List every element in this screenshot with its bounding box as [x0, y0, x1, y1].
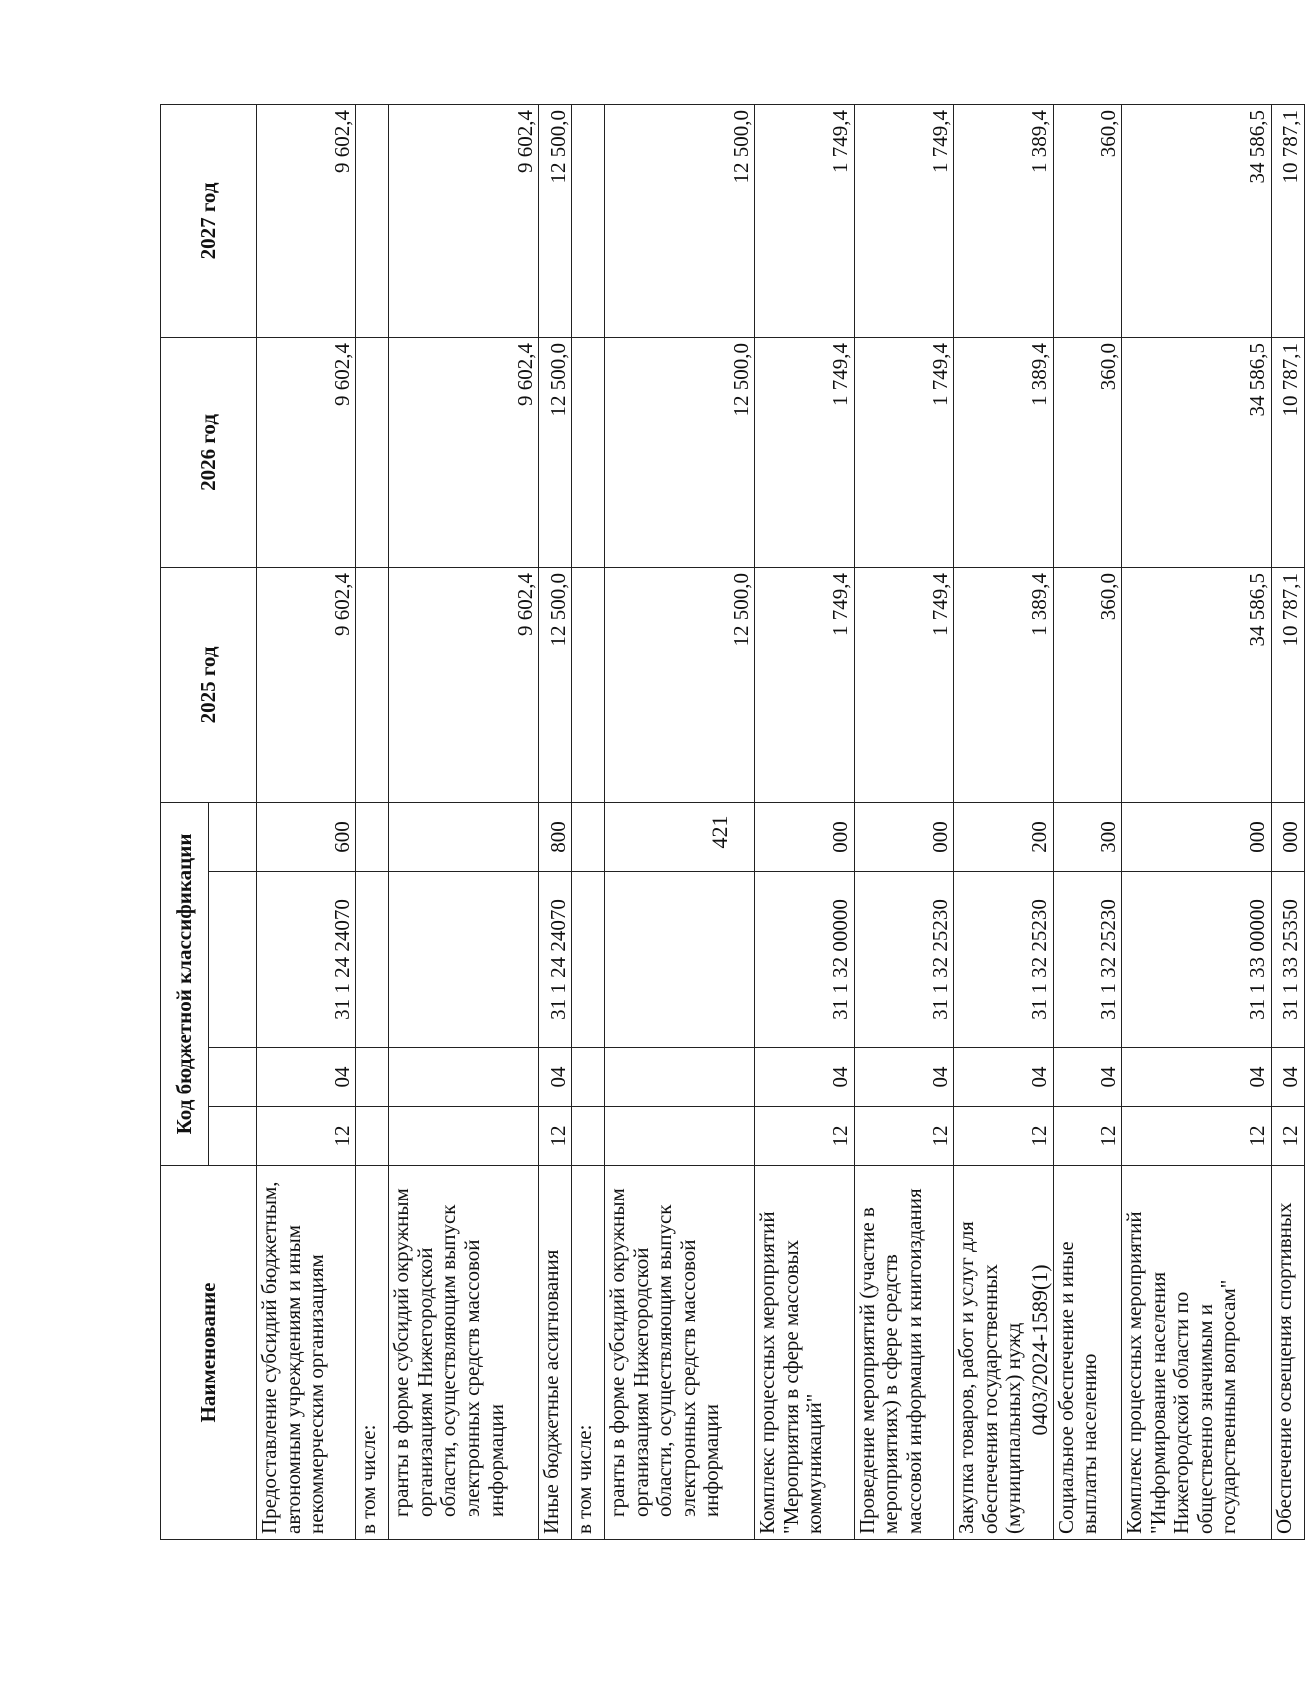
header-code-4 — [209, 802, 257, 871]
row-value-2026: 1 749,4 — [854, 337, 953, 567]
row-code-1: 12 — [755, 1107, 854, 1166]
row-code-2 — [389, 1048, 539, 1107]
header-code-group: Код бюджетной классификации — [161, 802, 209, 1165]
row-name: гранты в форме субсидий окружным организациям Нижегородской области, осуществляющим выпуск электронных средств массовой информации — [605, 1166, 755, 1540]
row-code-2: 04 — [854, 1048, 953, 1107]
table-row — [539, 104, 572, 1539]
row-value-2027: 12 500,0 — [605, 104, 755, 337]
table-row — [605, 104, 755, 1539]
row-value-2026: 9 602,4 — [257, 337, 356, 567]
row-code-1: 12 — [954, 1107, 1053, 1166]
row-code-3 — [605, 872, 755, 1048]
row-value-2025: 10 787,1 — [1271, 567, 1304, 802]
row-value-2026: 12 500,0 — [539, 337, 572, 567]
row-code-2 — [605, 1048, 755, 1107]
row-code-3 — [356, 872, 389, 1048]
row-code-2 — [356, 1048, 389, 1107]
row-name: Социальное обеспечение и иные выплаты населению — [1053, 1166, 1121, 1540]
row-code-2: 04 — [539, 1048, 572, 1107]
row-code-4 — [605, 802, 755, 871]
row-code-2: 04 — [755, 1048, 854, 1107]
row-name: Предоставление субсидий бюджетным, автономным учреждениям и иным некоммерческим организациям — [257, 1166, 356, 1540]
row-value-2026: 1 749,4 — [755, 337, 854, 567]
row-code-4: 000 — [1122, 802, 1272, 871]
row-value-2025: 9 602,4 — [389, 567, 539, 802]
row-value-2027 — [356, 104, 389, 337]
row-name: Комплекс процессных мероприятий "Информирование населения Нижегородской области по общественно значимым и государственным вопросам" — [1122, 1166, 1272, 1540]
row-value-2027: 9 602,4 — [257, 104, 356, 337]
row-code-4: 300 — [1053, 802, 1121, 871]
row-value-2025: 12 500,0 — [539, 567, 572, 802]
row-value-2026: 1 389,4 — [954, 337, 1053, 567]
row-code-1: 12 — [1053, 1107, 1121, 1166]
row-value-2026: 10 787,1 — [1271, 337, 1304, 567]
row-value-2026: 34 586,5 — [1122, 337, 1272, 567]
header-code-3 — [209, 872, 257, 1048]
row-value-2027: 1 389,4 — [954, 104, 1053, 337]
table-row — [257, 104, 356, 1539]
table-row — [1122, 104, 1272, 1539]
row-value-2025: 1 749,4 — [854, 567, 953, 802]
row-code-4 — [389, 802, 539, 871]
header-2025: 2025 год — [161, 567, 257, 802]
row-code-4 — [356, 802, 389, 871]
row-code-2: 04 — [1122, 1048, 1272, 1107]
header-name: Наименование — [161, 1166, 257, 1540]
table-row — [854, 104, 953, 1539]
row-value-2027: 9 602,4 — [389, 104, 539, 337]
table-row — [356, 104, 389, 1539]
row-value-2026 — [572, 337, 605, 567]
row-value-2026: 9 602,4 — [389, 337, 539, 567]
row-code-1 — [572, 1107, 605, 1166]
row-code-4: 200 — [954, 802, 1053, 871]
table-row — [389, 104, 539, 1539]
row-name: Обеспечение освещения спортивных — [1271, 1166, 1304, 1540]
row-code-3: 31 1 32 00000 — [755, 872, 854, 1048]
row-code-2: 04 — [1271, 1048, 1304, 1107]
row-value-2026: 360,0 — [1053, 337, 1121, 567]
row-code-1 — [605, 1107, 755, 1166]
row-name: Комплекс процессных мероприятий "Мероприятия в сфере массовых коммуникаций" — [755, 1166, 854, 1540]
row-code-3 — [572, 872, 605, 1048]
table-row — [572, 104, 605, 1539]
row-value-2027 — [572, 104, 605, 337]
row-value-2027: 12 500,0 — [539, 104, 572, 337]
row-value-2025 — [356, 567, 389, 802]
row-code-4: 000 — [854, 802, 953, 871]
header-2026: 2026 год — [161, 337, 257, 567]
row-code-4 — [572, 802, 605, 871]
row-value-2025: 1 749,4 — [755, 567, 854, 802]
row-code-3 — [389, 872, 539, 1048]
row-value-2026: 12 500,0 — [605, 337, 755, 567]
page-number: 421 — [707, 815, 732, 849]
row-code-4: 800 — [539, 802, 572, 871]
row-code-3: 31 1 33 25350 — [1271, 872, 1304, 1048]
row-value-2025: 1 389,4 — [954, 567, 1053, 802]
row-code-2: 04 — [257, 1048, 356, 1107]
budget-table — [160, 104, 1305, 1540]
row-name: в том числе: — [356, 1166, 389, 1540]
row-code-1: 12 — [257, 1107, 356, 1166]
document-code: 0403/2024-1589(1) — [1027, 1264, 1052, 1436]
row-value-2025: 12 500,0 — [605, 567, 755, 802]
row-name: в том числе: — [572, 1166, 605, 1540]
header-2027: 2027 год — [161, 104, 257, 337]
row-value-2027: 34 586,5 — [1122, 104, 1272, 337]
row-value-2025: 9 602,4 — [257, 567, 356, 802]
row-code-3: 31 1 32 25230 — [1053, 872, 1121, 1048]
row-name: Иные бюджетные ассигнования — [539, 1166, 572, 1540]
row-value-2027: 1 749,4 — [854, 104, 953, 337]
row-code-4: 000 — [1271, 802, 1304, 871]
row-code-2 — [572, 1048, 605, 1107]
row-code-2: 04 — [1053, 1048, 1121, 1107]
row-code-3: 31 1 33 00000 — [1122, 872, 1272, 1048]
row-code-3: 31 1 24 24070 — [257, 872, 356, 1048]
table-row — [755, 104, 854, 1539]
row-code-1 — [356, 1107, 389, 1166]
row-value-2026 — [356, 337, 389, 567]
row-code-1: 12 — [1122, 1107, 1272, 1166]
row-name: гранты в форме субсидий окружным организациям Нижегородской области, осуществляющим выпуск электронных средств массовой информации — [389, 1166, 539, 1540]
row-code-1 — [389, 1107, 539, 1166]
row-value-2027: 1 749,4 — [755, 104, 854, 337]
row-code-3: 31 1 24 24070 — [539, 872, 572, 1048]
row-value-2027: 10 787,1 — [1271, 104, 1304, 337]
rotated-table-container — [160, 105, 1305, 1540]
header-code-1 — [209, 1107, 257, 1166]
row-code-1: 12 — [539, 1107, 572, 1166]
table-row — [1053, 104, 1121, 1539]
row-value-2025: 34 586,5 — [1122, 567, 1272, 802]
row-code-4: 000 — [755, 802, 854, 871]
header-code-2 — [209, 1048, 257, 1107]
row-code-2: 04 — [954, 1048, 1053, 1107]
row-value-2025: 360,0 — [1053, 567, 1121, 802]
row-code-1: 12 — [1271, 1107, 1304, 1166]
row-code-3: 31 1 32 25230 — [954, 872, 1053, 1048]
row-name: Закупка товаров, работ и услуг для обеспечения государственных (муниципальных) нужд — [954, 1166, 1053, 1540]
row-code-1: 12 — [854, 1107, 953, 1166]
row-code-3: 31 1 32 25230 — [854, 872, 953, 1048]
row-value-2027: 360,0 — [1053, 104, 1121, 337]
row-code-4: 600 — [257, 802, 356, 871]
table-row — [1271, 104, 1304, 1539]
row-value-2025 — [572, 567, 605, 802]
row-name: Проведение мероприятий (участие в мероприятиях) в сфере средств массовой информации и книгоиздания — [854, 1166, 953, 1540]
